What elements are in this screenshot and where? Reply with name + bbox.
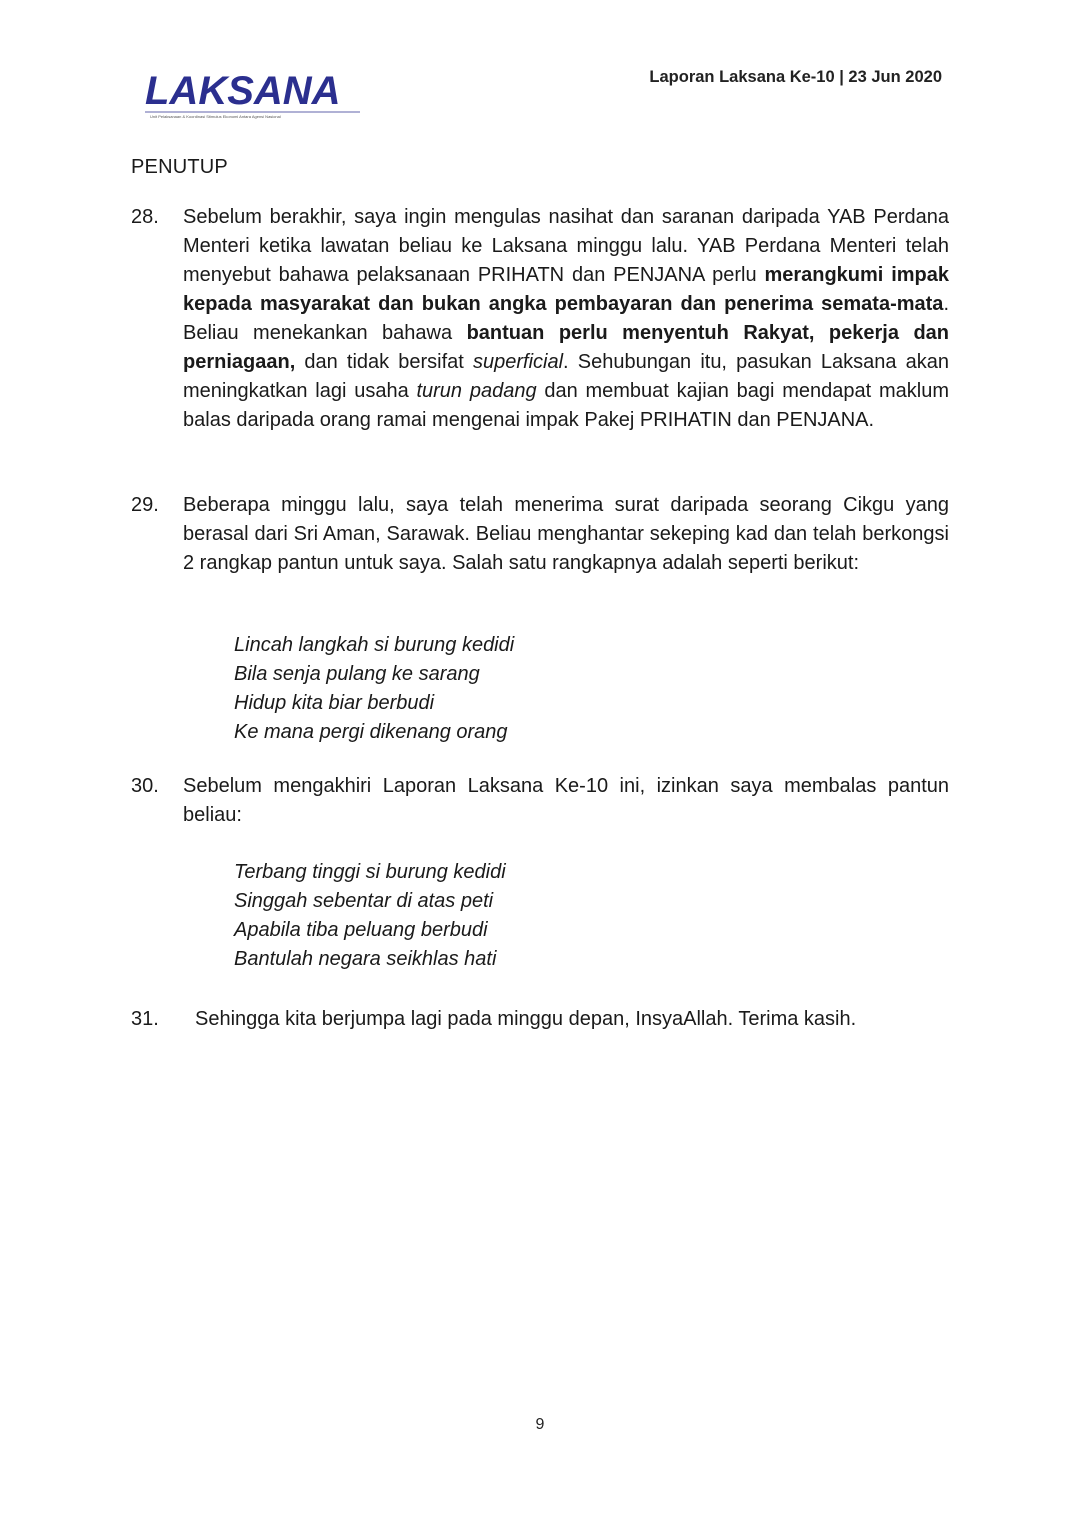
laksana-logo-graphic <box>145 52 365 122</box>
paragraph-body <box>183 203 949 435</box>
pantun-line: Lincah langkah si burung kedidi <box>234 634 515 656</box>
text-run: Beberapa minggu lalu, saya telah menerima surat daripada seorang Cikgu yang berasal dari Sri Aman, Sarawak. Beliau menghantar sekeping kad dan telah berkongsi 2 rangkap pantun untuk saya. Salah satu rangkapnya adalah seperti berikut: <box>183 494 949 574</box>
paragraph-body: Sehingga kita berjumpa lagi pada minggu depan, InsyaAllah. Terima kasih. <box>195 1008 857 1030</box>
paragraph-number: 31. <box>131 1008 159 1030</box>
paragraph-30 <box>131 772 949 830</box>
pantun-line: Singgah sebentar di atas peti <box>234 890 494 912</box>
paragraph-29 <box>131 491 949 578</box>
paragraph-body <box>183 772 949 830</box>
paragraph-number: 29. <box>131 494 159 516</box>
pantun-line: Apabila tiba peluang berbudi <box>234 919 488 941</box>
text-run: . Sehubungan itu, pasukan Laksana akan meningkatkan lagi usaha <box>183 351 949 402</box>
pantun-line: Bila senja pulang ke sarang <box>234 663 480 685</box>
text-run: Sebelum berakhir, saya ingin mengulas nasihat dan saranan daripada YAB Perdana Menteri ketika lawatan beliau ke Laksana minggu lalu. YAB Perdana Menteri telah menyebut bahawa pelaksanaan PRIHATN dan PENJANA perlu <box>183 206 949 286</box>
section-title: PENUTUP <box>131 156 228 178</box>
text-run: . Beliau menekankan bahawa <box>183 293 949 344</box>
pantun-1 <box>234 631 514 747</box>
paragraph-number: 30. <box>131 775 159 797</box>
report-title: Laporan Laksana Ke-10 | 23 Jun 2020 <box>649 68 942 86</box>
pantun-line: Terbang tinggi si burung kedidi <box>234 861 506 883</box>
pantun-line: Hidup kita biar berbudi <box>234 692 435 714</box>
paragraph-28 <box>131 203 949 435</box>
text-run: dan membuat kajian bagi mendapat maklum balas daripada orang ramai mengenai impak Pakej PRIHATIN dan PENJANA. <box>183 380 949 431</box>
text-run: merangkumi impak kepada masyarakat dan bukan angka pembayaran dan penerima semata-mata <box>183 264 949 315</box>
pantun-line: Ke mana pergi dikenang orang <box>234 721 508 743</box>
text-run: bantuan perlu menyentuh Rakyat, pekerja dan perniagaan, <box>183 322 949 373</box>
text-run: Sebelum mengakhiri Laporan Laksana Ke-10 ini, izinkan saya membalas pantun beliau: <box>183 775 949 826</box>
logo-text: LAKSANA <box>145 69 341 113</box>
text-run: superficial <box>473 351 564 373</box>
page-number: 9 <box>535 1416 545 1433</box>
pantun-line: Bantulah negara seikhlas hati <box>234 948 497 970</box>
text-run: dan tidak bersifat <box>295 351 473 373</box>
paragraph-number: 28. <box>131 206 159 228</box>
text-run: turun padang <box>416 380 537 402</box>
logo-tagline: Unit Pelaksanaan & Koordinasi Stimulus Ekonomi Antara Agensi Nasional <box>150 114 281 119</box>
laksana-logo <box>145 52 365 122</box>
pantun-2 <box>234 858 506 974</box>
paragraph-31 <box>131 1005 856 1034</box>
paragraph-body <box>183 491 949 578</box>
